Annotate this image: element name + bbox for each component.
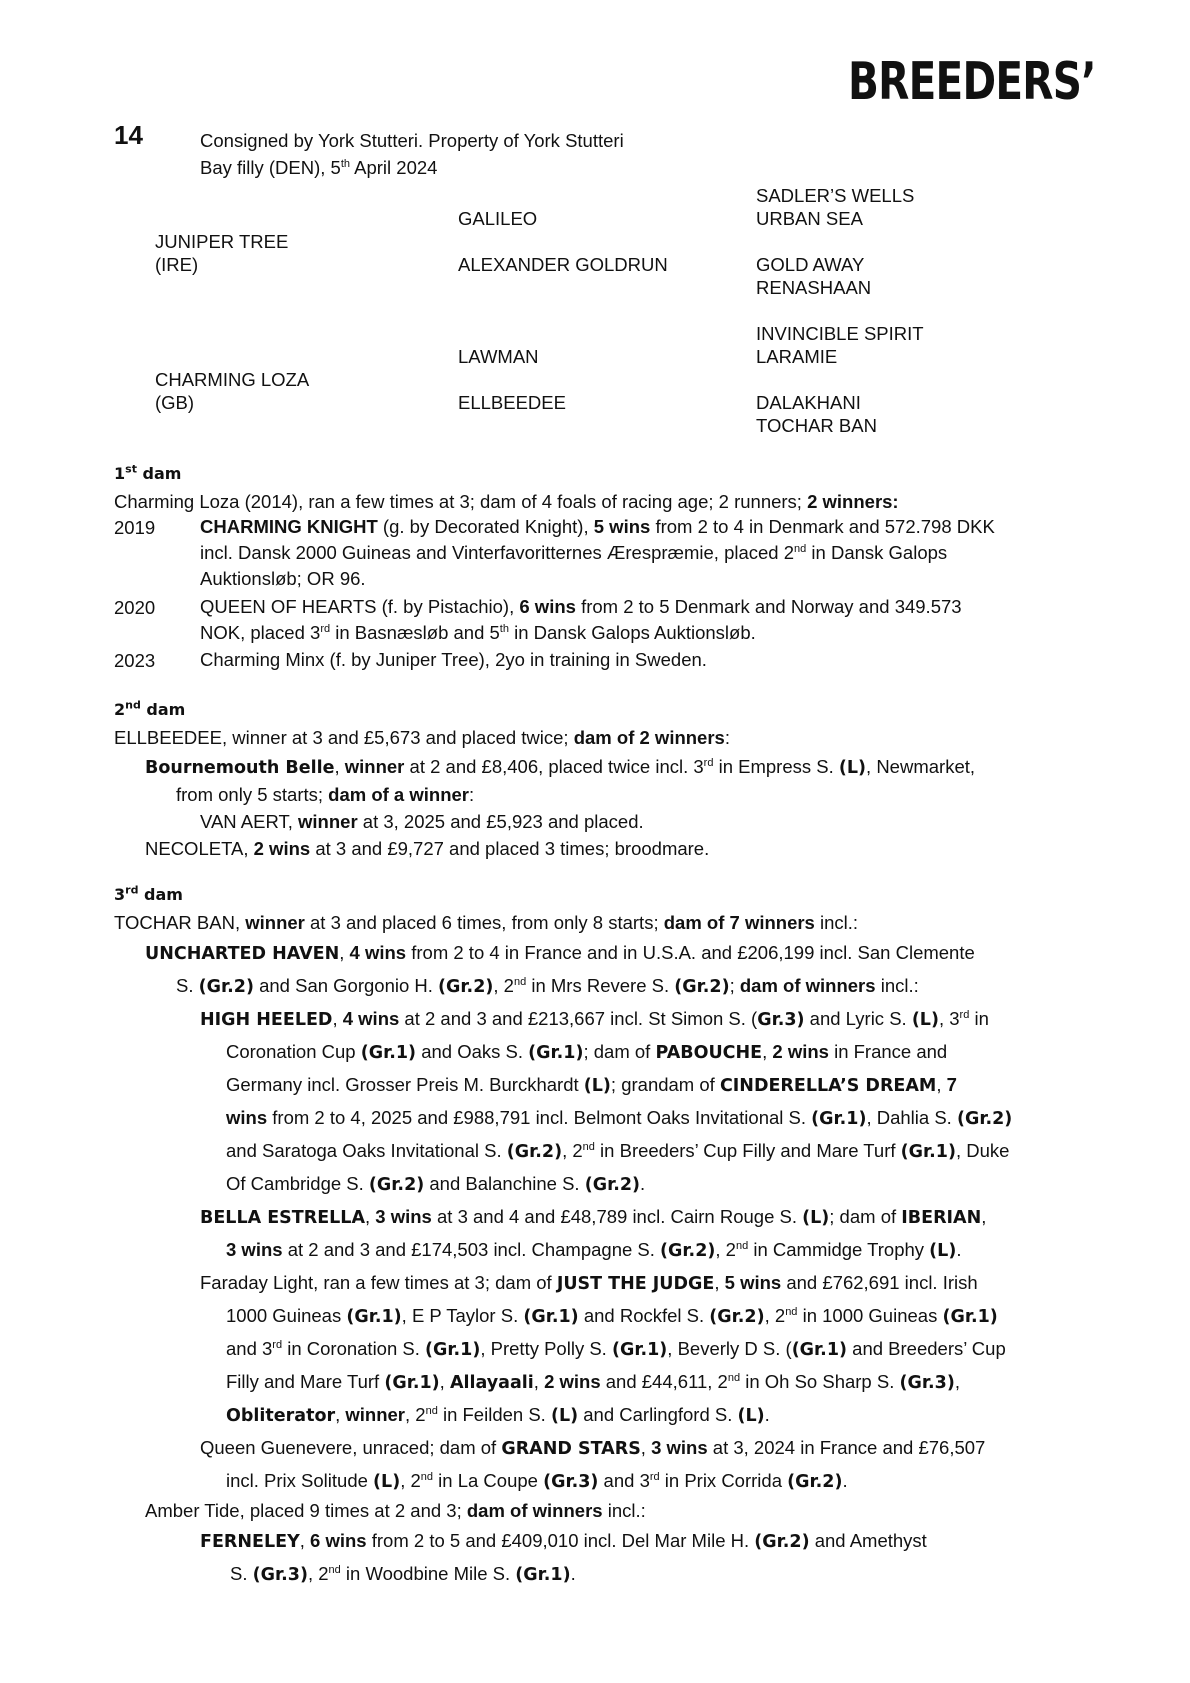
sire-dam: ALEXANDER GOLDRUN — [458, 254, 668, 275]
necoleta: NECOLETA, 2 wins at 3 and £9,727 and placed 3 times; broodmare. — [145, 838, 710, 859]
year-2020: 2020 — [114, 597, 156, 618]
uncharted-haven-cont: S. (Gr.2) and San Gorgonio H. (Gr.2), 2nd in Mrs Revere S. (Gr.2); dam of winners incl.: — [176, 975, 919, 997]
queen-guenevere-cont: incl. Prix Solitude (L), 2nd in La Coupe (Gr.3) and 3rd in Prix Corrida (Gr.2). — [226, 1470, 848, 1492]
first-dam-summary: Charming Loza (2014), ran a few times at 3; dam of 4 foals of racing age; 2 runners; 2 winners: — [114, 491, 899, 512]
faraday-light-l2: 1000 Guineas (Gr.1), E P Taylor S. (Gr.1) and Rockfel S. (Gr.2), 2nd in 1000 Guineas (Gr.1) — [226, 1305, 998, 1327]
produce-2023: Charming Minx (f. by Juniper Tree), 2yo in training in Sweden. — [200, 649, 707, 670]
faraday-light-l5: Obliterator, winner, 2nd in Feilden S. (L) and Carlingford S. (L). — [226, 1404, 770, 1426]
produce-2020: QUEEN OF HEARTS (f. by Pistachio), 6 wins from 2 to 5 Denmark and Norway and 349.573 NOK, placed 3rd in Basnæsløb and 5th in Dansk Galops Auktionsløb. — [200, 596, 962, 643]
uncharted-haven: UNCHARTED HAVEN, 4 wins from 2 to 4 in France and in U.S.A. and £206,199 incl. San Clemente — [145, 942, 975, 964]
bournemouth-belle: Bournemouth Belle, winner at 2 and £8,406, placed twice incl. 3rd in Empress S. (L), Newmarket, — [145, 756, 976, 778]
dam-sire: LAWMAN — [458, 346, 539, 367]
ggp-3: INVINCIBLE SPIRIT LARAMIE — [756, 323, 924, 367]
van-aert: VAN AERT, winner at 3, 2025 and £5,923 and placed. — [200, 811, 644, 832]
faraday-light-l3: and 3rd in Coronation S. (Gr.1), Pretty Polly S. (Gr.1), Beverly D S. ((Gr.1) and Breeders’ Cup — [226, 1338, 1006, 1360]
high-heeled-l3: Germany incl. Grosser Preis M. Burckhardt (L); grandam of CINDERELLA’S DREAM, 7 — [226, 1074, 957, 1096]
ggp-1: SADLER’S WELLS URBAN SEA — [756, 185, 915, 229]
dam: CHARMING LOZA (GB) — [155, 369, 310, 413]
year-2019: 2019 — [114, 517, 156, 538]
ggp-4: DALAKHANI TOCHAR BAN — [756, 392, 877, 436]
breeders-logo: BREEDERS’ — [848, 52, 1096, 112]
ggp-2: GOLD AWAY RENASHAAN — [756, 254, 872, 298]
bella-estrella-cont: 3 wins at 2 and 3 and £174,503 incl. Champagne S. (Gr.2), 2nd in Cammidge Trophy (L). — [226, 1239, 962, 1261]
high-heeled-l6: Of Cambridge S. (Gr.2) and Balanchine S. (Gr.2). — [226, 1173, 646, 1195]
horse-description: Bay filly (DEN), 5th April 2024 — [200, 157, 438, 178]
third-dam-heading: 3rd dam — [114, 883, 183, 904]
dam-dam: ELLBEEDEE — [458, 392, 566, 413]
high-heeled-l5: and Saratoga Oaks Invitational S. (Gr.2), 2nd in Breeders’ Cup Filly and Mare Turf (Gr.1), Duke — [226, 1140, 1010, 1162]
sire: JUNIPER TREE (IRE) — [155, 231, 289, 275]
consignment-info — [200, 127, 624, 181]
high-heeled: HIGH HEELED, 4 wins at 2 and 3 and £213,667 incl. St Simon S. (Gr.3) and Lyric S. (L), 3rd in — [200, 1008, 989, 1030]
amber-tide: Amber Tide, placed 9 times at 2 and 3; dam of winners incl.: — [145, 1500, 646, 1521]
produce-2019: CHARMING KNIGHT (g. by Decorated Knight), 5 wins from 2 to 4 in Denmark and 572.798 DKK incl. Dansk 2000 Guineas and Vinterfavoritternes Ærespræmie, placed 2nd in Dansk Galops Auktionsløb; OR 96. — [200, 516, 995, 589]
second-dam-summary: ELLBEEDEE, winner at 3 and £5,673 and placed twice; dam of 2 winners: — [114, 727, 730, 748]
lot-number: 14 — [114, 120, 143, 150]
bella-estrella: BELLA ESTRELLA, 3 wins at 3 and 4 and £48,789 incl. Cairn Rouge S. (L); dam of IBERIAN, — [200, 1206, 987, 1228]
high-heeled-l4: wins from 2 to 4, 2025 and £988,791 incl. Belmont Oaks Invitational S. (Gr.1), Dahlia S. (Gr.2) — [226, 1107, 1013, 1129]
sire-sire: GALILEO — [458, 208, 538, 229]
ferneley-cont: S. (Gr.3), 2nd in Woodbine Mile S. (Gr.1). — [230, 1563, 576, 1585]
first-dam-heading: 1st dam — [114, 462, 182, 483]
bournemouth-belle-cont: from only 5 starts; dam of a winner: — [176, 784, 475, 805]
year-2023: 2023 — [114, 650, 156, 671]
third-dam-summary: TOCHAR BAN, winner at 3 and placed 6 times, from only 8 starts; dam of 7 winners incl.: — [114, 912, 859, 933]
ferneley: FERNELEY, 6 wins from 2 to 5 and £409,010 incl. Del Mar Mile H. (Gr.2) and Amethyst — [200, 1530, 927, 1552]
consignor: Consigned by York Stutteri. Property of York Stutteri — [200, 130, 624, 151]
faraday-light: Faraday Light, ran a few times at 3; dam of JUST THE JUDGE, 5 wins and £762,691 incl. Irish — [200, 1272, 978, 1294]
faraday-light-l4: Filly and Mare Turf (Gr.1), Allayaali, 2 wins and £44,611, 2nd in Oh So Sharp S. (Gr.3), — [226, 1371, 960, 1393]
queen-guenevere: Queen Guenevere, unraced; dam of GRAND STARS, 3 wins at 3, 2024 in France and £76,507 — [200, 1437, 986, 1459]
second-dam-heading: 2nd dam — [114, 698, 186, 719]
high-heeled-l2: Coronation Cup (Gr.1) and Oaks S. (Gr.1); dam of PABOUCHE, 2 wins in France and — [226, 1041, 948, 1063]
